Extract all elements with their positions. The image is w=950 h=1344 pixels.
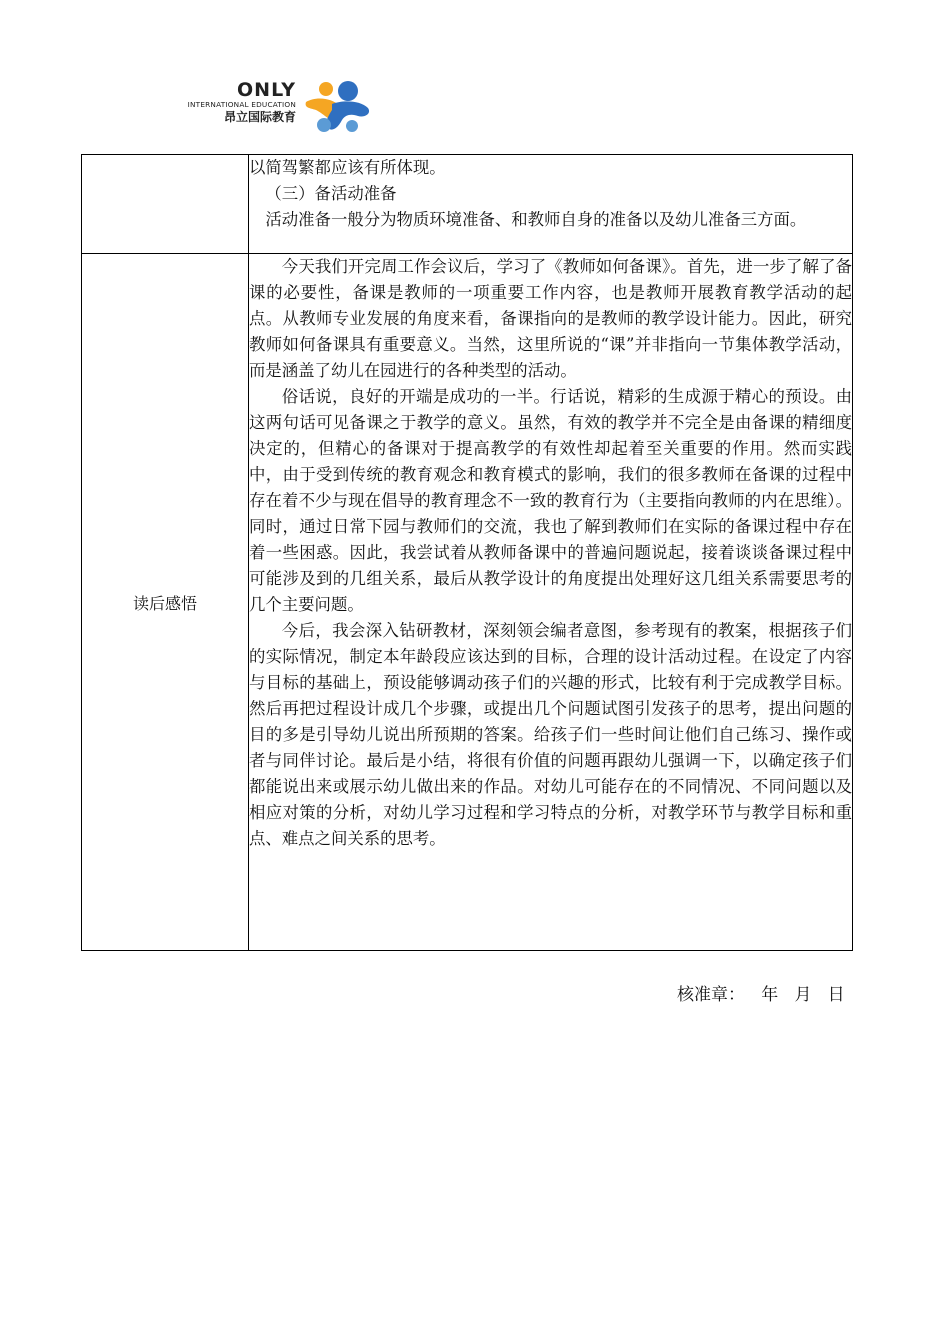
paragraph: 今后，我会深入钻研教材，深刻领会编者意图，参考现有的教案，根据孩子们的实际情况，制定本年龄段应该达到的目标，合理的设计活动过程。在设定了内容与目标的基础上，预设能够调动孩子们的兴趣的形式，比较有利于完成教学目标。然后再把过程设计成几个步骤，或提出几个问题试图引发孩子的思考，提出问题的目的多是引导幼儿说出所预期的答案。给孩子们一些时间让他们自己练习、操作或者与同伴讨论。最后是小结，将很有价值的问题再跟幼儿强调一下，以确定孩子们都能说出来或展示幼儿做出来的作品。对幼儿可能存在的不同情况、不同问题以及相应对策的分析，对幼儿学习过程和学习特点的分析，对教学环节与教学目标和重点、难点之间关系的思考。	[249, 621, 852, 848]
section-heading: （三）备活动准备	[265, 184, 397, 203]
paragraph: 俗话说，良好的开端是成功的一半。行话说，精彩的生成源于精心的预设。由这两句话可见备课之于教学的意义。虽然，有效的教学并不完全是由备课的精细度决定的，但精心的备课对于提高教学的有效性却起着至关重要的作用。然而实践中，由于受到传统的教育观念和教育模式的影响，我们的很多教师在备课的过程中存在着不少与现在倡导的教育理念不一致的教育行为（主要指向教师的内在思维）。同时，通过日常下园与教师们的交流，我也了解到教师们在实际的备课过程中存在着一些困惑。因此，我尝试着从教师备课中的普遍问题说起，接着谈谈备课过程中可能涉及到的几组关系，最后从教学设计的角度提出处理好这几组关系需要思考的几个主要问题。	[249, 387, 852, 614]
logo-figure-icon	[302, 80, 372, 136]
reflection-content	[249, 254, 853, 951]
approval-footer	[677, 980, 845, 1005]
reflection-table	[81, 154, 853, 951]
logo-text	[166, 80, 296, 126]
approval-label: 核准章：	[677, 985, 745, 1005]
paragraph: 今天我们开完周工作会议后，学习了《教师如何备课》。首先，进一步了解了备课的必要性，备课是教师的一项重要工作内容，也是教师开展教育教学活动的起点。从教师专业发展的角度来看，备课指向的是教师的教学设计能力。因此，研究教师如何备课具有重要意义。当然，这里所说的“课”并非指向一节集体教学活动，而是涵盖了幼儿在园进行的各种类型的活动。	[249, 257, 852, 380]
logo-chinese-name: 昂立国际教育	[223, 110, 296, 124]
year-label: 年	[761, 985, 779, 1005]
logo-brand: ONLY	[237, 79, 296, 101]
logo-subtitle: INTERNATIONAL EDUCATION	[187, 100, 296, 109]
content-line: 活动准备一般分为物质环境准备、和教师自身的准备以及幼儿准备三方面。	[265, 210, 807, 229]
company-logo	[166, 80, 376, 140]
table-row	[82, 155, 853, 254]
row-content	[249, 155, 853, 254]
table-row	[82, 254, 853, 951]
day-label: 日	[827, 985, 845, 1005]
row-label-empty	[82, 155, 249, 254]
row-label-reflection: 读后感悟	[82, 254, 249, 951]
content-line: 以简驾繁都应该有所体现。	[249, 158, 446, 177]
month-label: 月	[794, 985, 812, 1005]
